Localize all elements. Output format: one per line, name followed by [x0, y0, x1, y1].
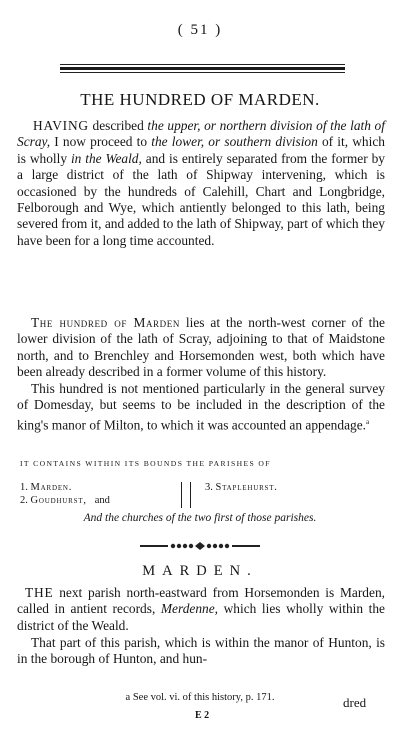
parish-1: 1. Marden.: [20, 482, 73, 493]
header-rule-top: [60, 64, 345, 65]
page-number: ( 51 ): [177, 22, 223, 38]
paragraph-1-lead: HAVING: [33, 118, 89, 133]
section-title: MARDEN.: [142, 563, 258, 579]
paragraph-4: THE next parish north-eastward from Horsemonden is Marden, called in antient records, Merdenne, which lies wholly within the district of the Weald.: [17, 585, 386, 633]
hundred-name-small-caps: The hundred of Marden: [31, 315, 180, 330]
paragraph-3: This hundred is not mentioned particularly in the general survey of Domesday, but seems to be included in the description of the king's manor of Milton, to which it was accounted an appendage.$^a$: [17, 381, 385, 433]
parishes-heading: IT CONTAINS WITHIN ITS BOUNDS THE PARISHES OF: [20, 459, 271, 468]
catchword: dred: [343, 695, 367, 710]
parish-bracket: [181, 482, 191, 508]
header-rule-thick: [60, 67, 345, 70]
parish-2: 2. Goudhurst, and: [20, 495, 110, 506]
churches-note: And the churches of the two first of those parishes.: [83, 512, 317, 524]
parish-3: 3. Staplehurst.: [205, 482, 278, 493]
paragraph-2: The hundred of Marden lies at the north-west corner of the lower division of the lath of Scray, adjoining to that of Maidstone north, and to Brenchley and Horsemonden west, both which have been already described in a former volume of this history.: [17, 315, 385, 380]
footnote-marker: a: [366, 417, 370, 426]
paragraph-5: That part of this parish, which is within the manor of Hunton, is in the borough of Hunton, and hun-: [17, 635, 385, 667]
footnote: a See vol. vi. of this history, p. 171.: [125, 692, 275, 703]
chapter-title: THE HUNDRED OF MARDEN.: [80, 90, 320, 109]
signature-mark: E 2: [195, 710, 210, 721]
header-rule-bottom: [60, 72, 345, 73]
ornament-divider: [140, 541, 260, 551]
paragraph-1: HAVING described the upper, or northern division of the lath of Scray, I now proceed to the lower, or southern division of it, which is wholly in the Weald, and is entirely separated from the former by a large district of the lath of Shipway intervening, which is occasioned by the hundreds of Calehill, Chart and Longbridge, Felborough and Wye, which antiently belonged to this lath, being severed from it, and added to the lath of Shipway, part of which they have been for a long time accounted.: [17, 118, 385, 248]
